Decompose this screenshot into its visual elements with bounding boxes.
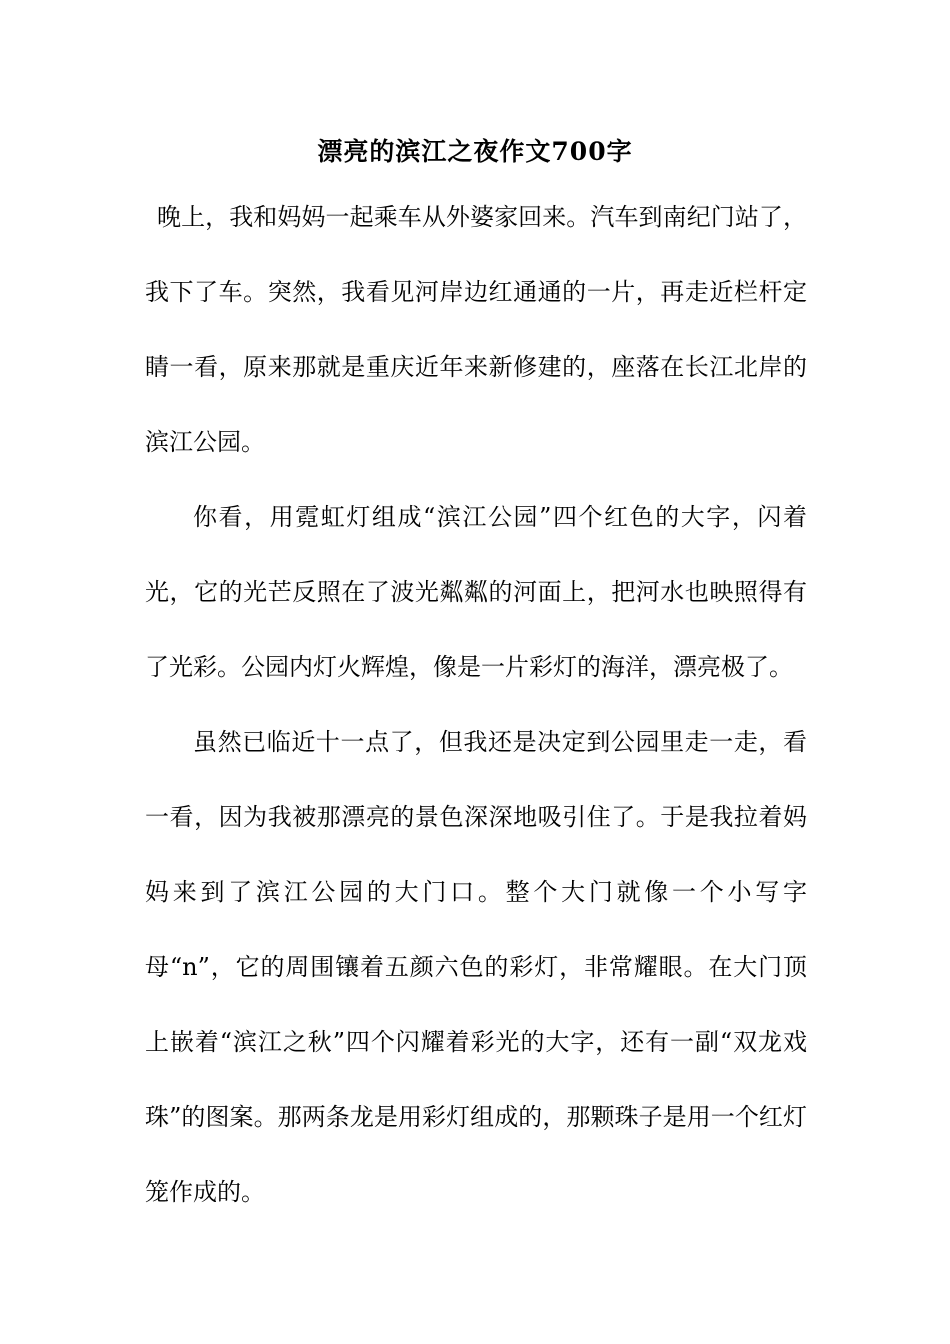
paragraph-2: 你看，用霓虹灯组成“滨江公园”四个红色的大字，闪着光，它的光芒反照在了波光粼粼的河面上，把河水也映照得有了光彩。公园内灯火辉煌，像是一片彩灯的海洋，漂亮极了。 xyxy=(145,503,807,681)
paragraph-1: 晚上，我和妈妈一起乘车从外婆家回来。汽车到南纪门站了，我下了车。突然，我看见河岸边红通通的一片，再走近栏杆定睛一看，原来那就是重庆近年来新修建的，座落在长江北岸的滨江公园。 xyxy=(145,203,807,456)
document-body xyxy=(145,180,807,1230)
document-title: 漂亮的滨江之夜作文700字 xyxy=(317,137,633,166)
paragraph-3: 虽然已临近十一点了，但我还是决定到公园里走一走，看一看，因为我被那漂亮的景色深深地吸引住了。于是我拉着妈妈来到了滨江公园的大门口。整个大门就像一个小写字母“n”，它的周围镶着五颜六色的彩灯，非常耀眼。在大门顶上嵌着“滨江之秋”四个闪耀着彩光的大字，还有一副“双龙戏珠”的图案。那两条龙是用彩灯组成的，那颗珠子是用一个红灯笼作成的。 xyxy=(145,728,807,1206)
